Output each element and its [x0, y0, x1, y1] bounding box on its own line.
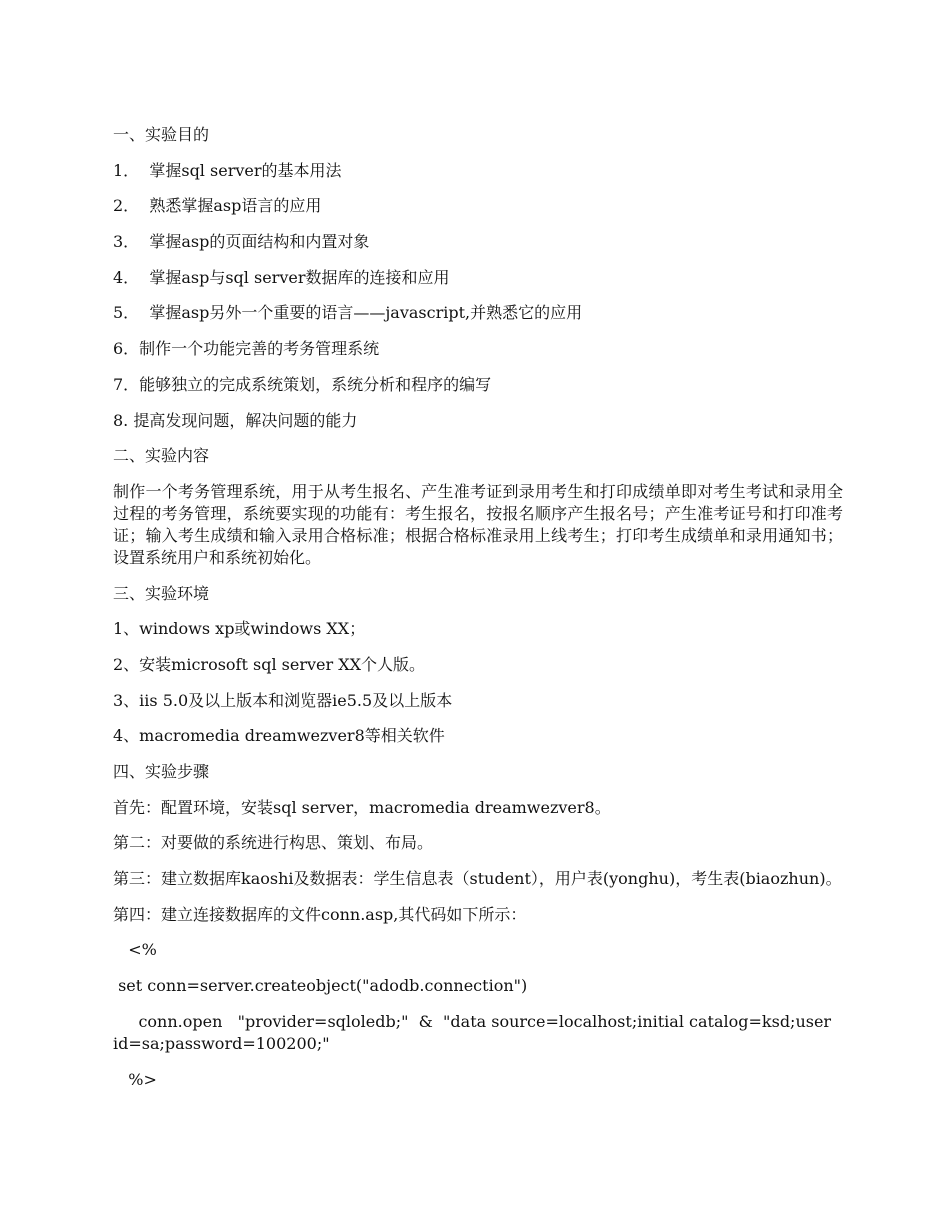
- environment-item-3: 3、iis 5.0及以上版本和浏览器ie5.5及以上版本: [113, 690, 453, 710]
- purpose-item-3: 3． 掌握asp的页面结构和内置对象: [113, 232, 370, 252]
- purpose-item-5: 5． 掌握asp另外一个重要的语言——javascript,并熟悉它的应用: [113, 303, 583, 323]
- code-line-create-object: set conn=server.createobject("adodb.connection"): [113, 976, 528, 996]
- purpose-item-6: 6．制作一个功能完善的考务管理系统: [113, 339, 380, 359]
- section-heading-purpose: 一、实验目的: [113, 125, 210, 144]
- purpose-item-2: 2． 熟悉掌握asp语言的应用: [113, 196, 322, 216]
- code-line-conn-open: conn.open "provider=sqloledb;" & "data source=localhost;initial catalog=ksd;user id=sa;password=100200;": [113, 1011, 837, 1053]
- content-paragraph: 制作一个考务管理系统，用于从考生报名、产生准考证到录用考生和打印成绩单即对考生考试和录用全过程的考务管理，系统要实现的功能有：考生报名，按报名顺序产生报名号；产生准考证号和打印准考证；输入考生成绩和输入录用合格标准；根据合格标准录用上线考生；打印考生成绩单和录用通知书；设置系统用户和系统初始化。: [113, 481, 843, 567]
- code-line-close-tag: %>: [113, 1069, 157, 1089]
- environment-item-4: 4、macromedia dreamwezver8等相关软件: [113, 726, 445, 746]
- purpose-item-8: 8. 提高发现问题，解决问题的能力: [113, 410, 358, 430]
- step-3: 第三：建立数据库kaoshi及数据表：学生信息表（student），用户表(yonghu)，考生表(biaozhun)。: [113, 869, 842, 889]
- purpose-item-4: 4． 掌握asp与sql server数据库的连接和应用: [113, 267, 450, 287]
- environment-item-1: 1、windows xp或windows XX；: [113, 619, 366, 639]
- environment-item-2: 2、安装microsoft sql server XX个人版。: [113, 654, 426, 674]
- document-page: [113, 124, 843, 1104]
- section-heading-environment: 三、实验环境: [113, 583, 210, 603]
- step-2: 第二：对要做的系统进行构思、策划、布局。: [113, 833, 434, 853]
- purpose-item-7: 7．能够独立的完成系统策划，系统分析和程序的编写: [113, 374, 492, 394]
- section-heading-content: 二、实验内容: [113, 446, 210, 466]
- purpose-item-1: 1． 掌握sql server的基本用法: [113, 160, 342, 180]
- section-heading-steps: 四、实验步骤: [113, 762, 210, 781]
- step-1: 首先：配置环境，安装sql server，macromedia dreamwezver8。: [113, 797, 611, 817]
- step-4: 第四：建立连接数据库的文件conn.asp,其代码如下所示：: [113, 904, 527, 924]
- code-line-open-tag: <%: [113, 940, 157, 960]
